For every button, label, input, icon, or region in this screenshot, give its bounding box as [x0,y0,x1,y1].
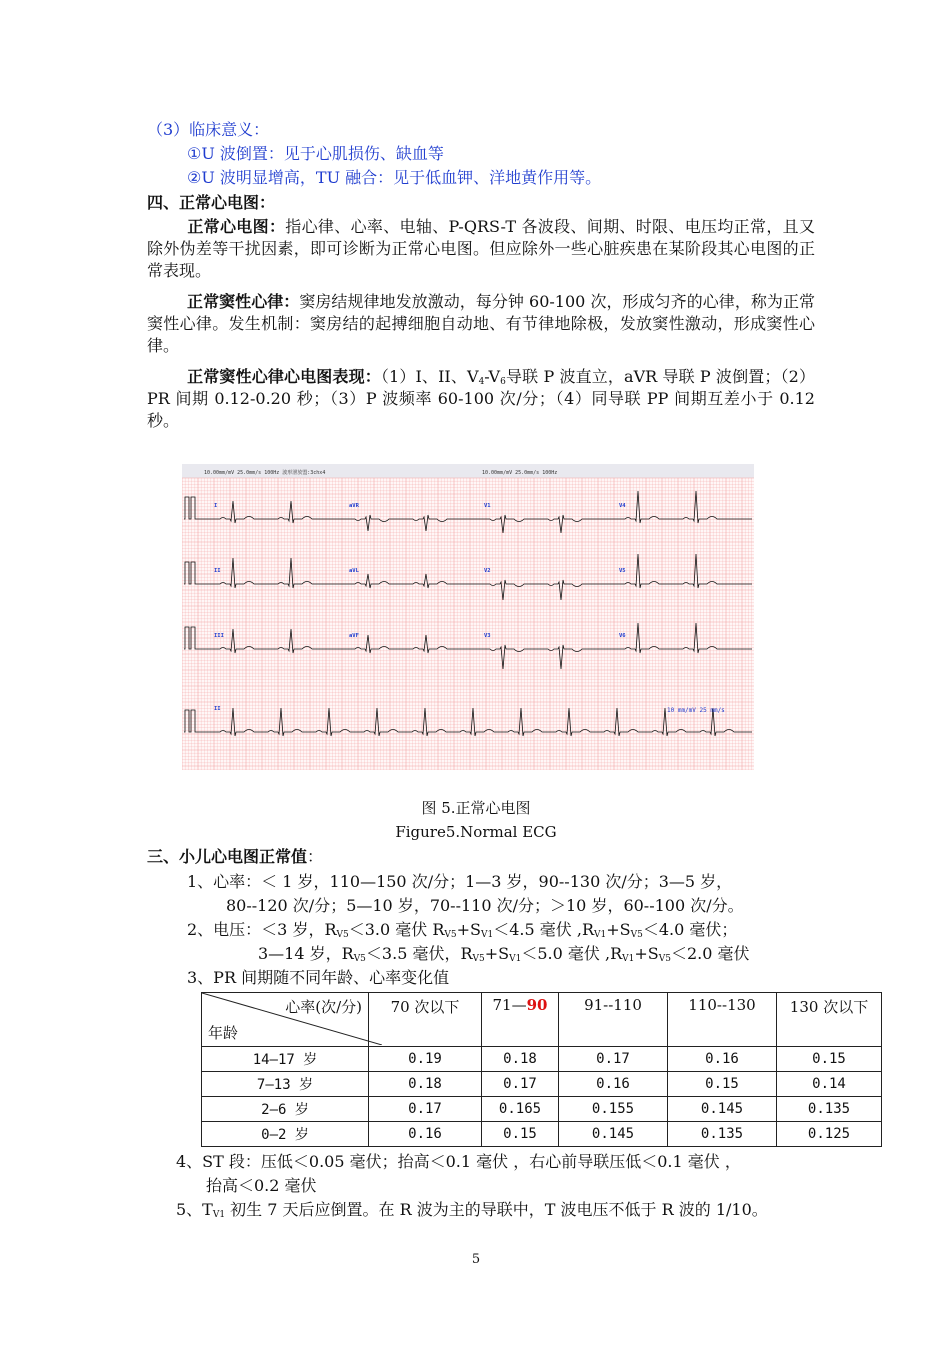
voltage-line-2 [258,943,750,965]
pediatric-heading-text: 三、小儿心电图正常值 [147,847,308,866]
normal-ecg-text: 指心律、心率、电轴、P-QRS-T 各波段、间期、时限、电压均正常，且又除外伪差等干扰因素，即可诊断为正常心电图。但应除外一些心脏疾患在某阶段其心电图的正常表现。 [147,217,815,280]
t-wave-line [176,1199,768,1221]
sinus-ecg-term: 正常窦性心律心电图表现： [187,367,381,386]
pr-table-heading: 3、PR 间期随不同年龄、心率变化值 [187,968,450,987]
clinical-heading: （3）临床意义： [147,120,270,139]
st-segment-line-1: 4、ST 段：压低＜0.05 毫伏；抬高＜0.1 毫伏 ，右心前导联压低＜0.1 毫伏 ， [176,1152,741,1171]
normal-ecg-paragraph [147,216,815,282]
col2-a: 71— [492,996,527,1014]
v1-s5: V5 [630,930,643,940]
cell: 0.18 [482,1047,559,1072]
v2-a: 3—14 岁，R [258,944,354,963]
row-age: 2—6 岁 [202,1097,369,1122]
sinus-rhythm-text: 窦房结规律地发放激动，每分钟 60-100 次，形成匀齐的心律，称为正常窦性心律。发生机制：窦房结的起搏细胞自动地、有节律地除极，发放窦性激动，形成窦性心律。 [147,292,815,355]
cell: 0.16 [559,1072,668,1097]
sinus-rhythm-term: 正常窦性心律： [187,292,300,311]
sinus-ecg-paragraph [147,366,815,432]
ecg-lead-label: V4 [619,503,626,509]
t-a: 5、T [176,1200,213,1219]
sinus-ecg-text-a: （1）I、II、V [380,367,479,386]
ecg-lead-label: aVL [349,568,359,574]
section-four-heading: 四、正常心电图： [147,193,276,212]
col-header-5: 130 次以下 [777,993,882,1047]
cell: 0.155 [559,1097,668,1122]
heart-rate-line-1: 1、心率：＜ 1 岁，110—150 次/分；1—3 岁，90--130 次/分；3—5 岁， [187,872,733,891]
cell: 0.125 [777,1122,882,1147]
v1-f: ＜4.0 毫伏； [642,920,738,939]
v1-s1: V5 [336,930,349,940]
voltage-line-1 [187,919,737,941]
col-header-1: 70 次以下 [369,993,482,1047]
ecg-lead-label: V3 [484,633,491,639]
v2-s2: V5 [472,954,485,964]
ecg-lead-label: V2 [484,568,491,574]
ecg-lead-label: aVR [349,503,359,509]
v2-f: ＜2.0 毫伏 [670,944,750,963]
clinical-item-2: ②U 波明显增高，TU 融合：见于低血钾、洋地黄作用等。 [187,168,602,187]
v2-c: +S [484,944,510,963]
clinical-item-1: ①U 波倒置：见于心肌损伤、缺血等 [187,144,444,163]
pediatric-heading-tail: ： [307,847,324,866]
ecg-rhythm-lead-label: II [214,706,221,712]
col-header-3: 91--110 [559,993,668,1047]
figure-caption-en: Figure5.Normal ECG [395,823,557,841]
col-header-2 [482,993,559,1047]
cell: 0.19 [369,1047,482,1072]
table-row [202,1097,882,1122]
row-age: 0—2 岁 [202,1122,369,1147]
ecg-lead-label: V5 [619,568,626,574]
pr-table-corner [202,993,369,1047]
t-b: 初生 7 天后应倒置。在 R 波为主的导联中，T 波电压不低于 R 波的 1/10。 [225,1200,768,1219]
v2-s3: V1 [509,954,522,964]
cell: 0.17 [559,1047,668,1072]
table-row [202,1122,882,1147]
ecg-header-left: 10.00mm/mV 25.0mm/s 100Hz 波形泄放盟:3chx4 [204,470,326,476]
sinus-ecg-text-b: -V [484,367,501,386]
page-number: 5 [471,1252,481,1267]
figure-caption-cn: 图 5.正常心电图 [421,799,531,817]
row-age: 7—13 岁 [202,1072,369,1097]
cell: 0.18 [369,1072,482,1097]
v1-c: +S [456,920,482,939]
st-segment-line-2: 抬高＜0.2 毫伏 [206,1176,317,1195]
v1-s3: V1 [481,930,494,940]
sinus-ecg-sub-1: 4 [478,377,485,387]
corner-bottom-label: 年龄 [208,1024,239,1042]
pr-interval-table [201,992,882,1147]
ecg-lead-label: V1 [484,503,491,509]
cell: 0.15 [777,1047,882,1072]
v2-e: +S [634,944,659,963]
v1-b: ＜3.0 毫伏 R [348,920,445,939]
normal-ecg-term: 正常心电图： [187,217,286,236]
cell: 0.135 [668,1122,777,1147]
ecg-figure [182,464,754,770]
sinus-ecg-sub-2: 6 [500,377,506,387]
col2-b: 90 [526,996,548,1014]
table-row [202,1072,882,1097]
cell: 0.15 [668,1072,777,1097]
pr-table-header-row [202,993,882,1047]
cell: 0.16 [668,1047,777,1072]
cell: 0.17 [482,1072,559,1097]
sinus-ecg-text-c: 导联 P 波直立，aVR 导联 P 波倒置；（2）PR 间期 0.12-0.20 秒；（3）P 波频率 60-100 次/分；（4）同导联 PP 间期互差小于 0.12 秒。 [147,367,815,430]
cell: 0.135 [777,1097,882,1122]
cell: 0.145 [668,1097,777,1122]
cell: 0.15 [482,1122,559,1147]
pediatric-heading [147,846,323,868]
ecg-rhythm-scale: 10 mm/mV 25 mm/s [667,707,725,714]
t-sub: V1 [212,1210,226,1220]
sinus-rhythm-paragraph [147,291,815,357]
col-header-4: 110--130 [668,993,777,1047]
ecg-lead-label: III [214,633,224,639]
cell: 0.17 [369,1097,482,1122]
cell: 0.16 [369,1122,482,1147]
v1-s4: V1 [594,930,607,940]
row-age: 14—17 岁 [202,1047,369,1072]
ecg-lead-label: V6 [619,633,626,639]
cell: 0.165 [482,1097,559,1122]
ecg-lead-label: II [214,568,221,574]
v1-s2: V5 [444,930,457,940]
v2-b: ＜3.5 毫伏，R [365,944,473,963]
v1-a: 2、电压：＜3 岁，R [187,920,337,939]
cell: 0.145 [559,1122,668,1147]
v2-d: ＜5.0 毫伏 ,R [521,944,623,963]
ecg-lead-label: aVF [349,633,359,639]
heart-rate-line-2: 80--120 次/分；5—10 岁，70--110 次/分；＞10 岁，60--100 次/分。 [226,896,744,915]
table-row [202,1047,882,1072]
ecg-header-right: 10.00mm/mV 25.0mm/s 100Hz [482,470,558,476]
v2-s5: V5 [658,954,671,964]
v1-e: +S [606,920,631,939]
v1-d: ＜4.5 毫伏 ,R [493,920,595,939]
v2-s1: V5 [353,954,366,964]
cell: 0.14 [777,1072,882,1097]
corner-top-label: 心率(次/分) [285,998,362,1016]
ecg-lead-label: I [214,503,218,509]
v2-s4: V1 [622,954,635,964]
